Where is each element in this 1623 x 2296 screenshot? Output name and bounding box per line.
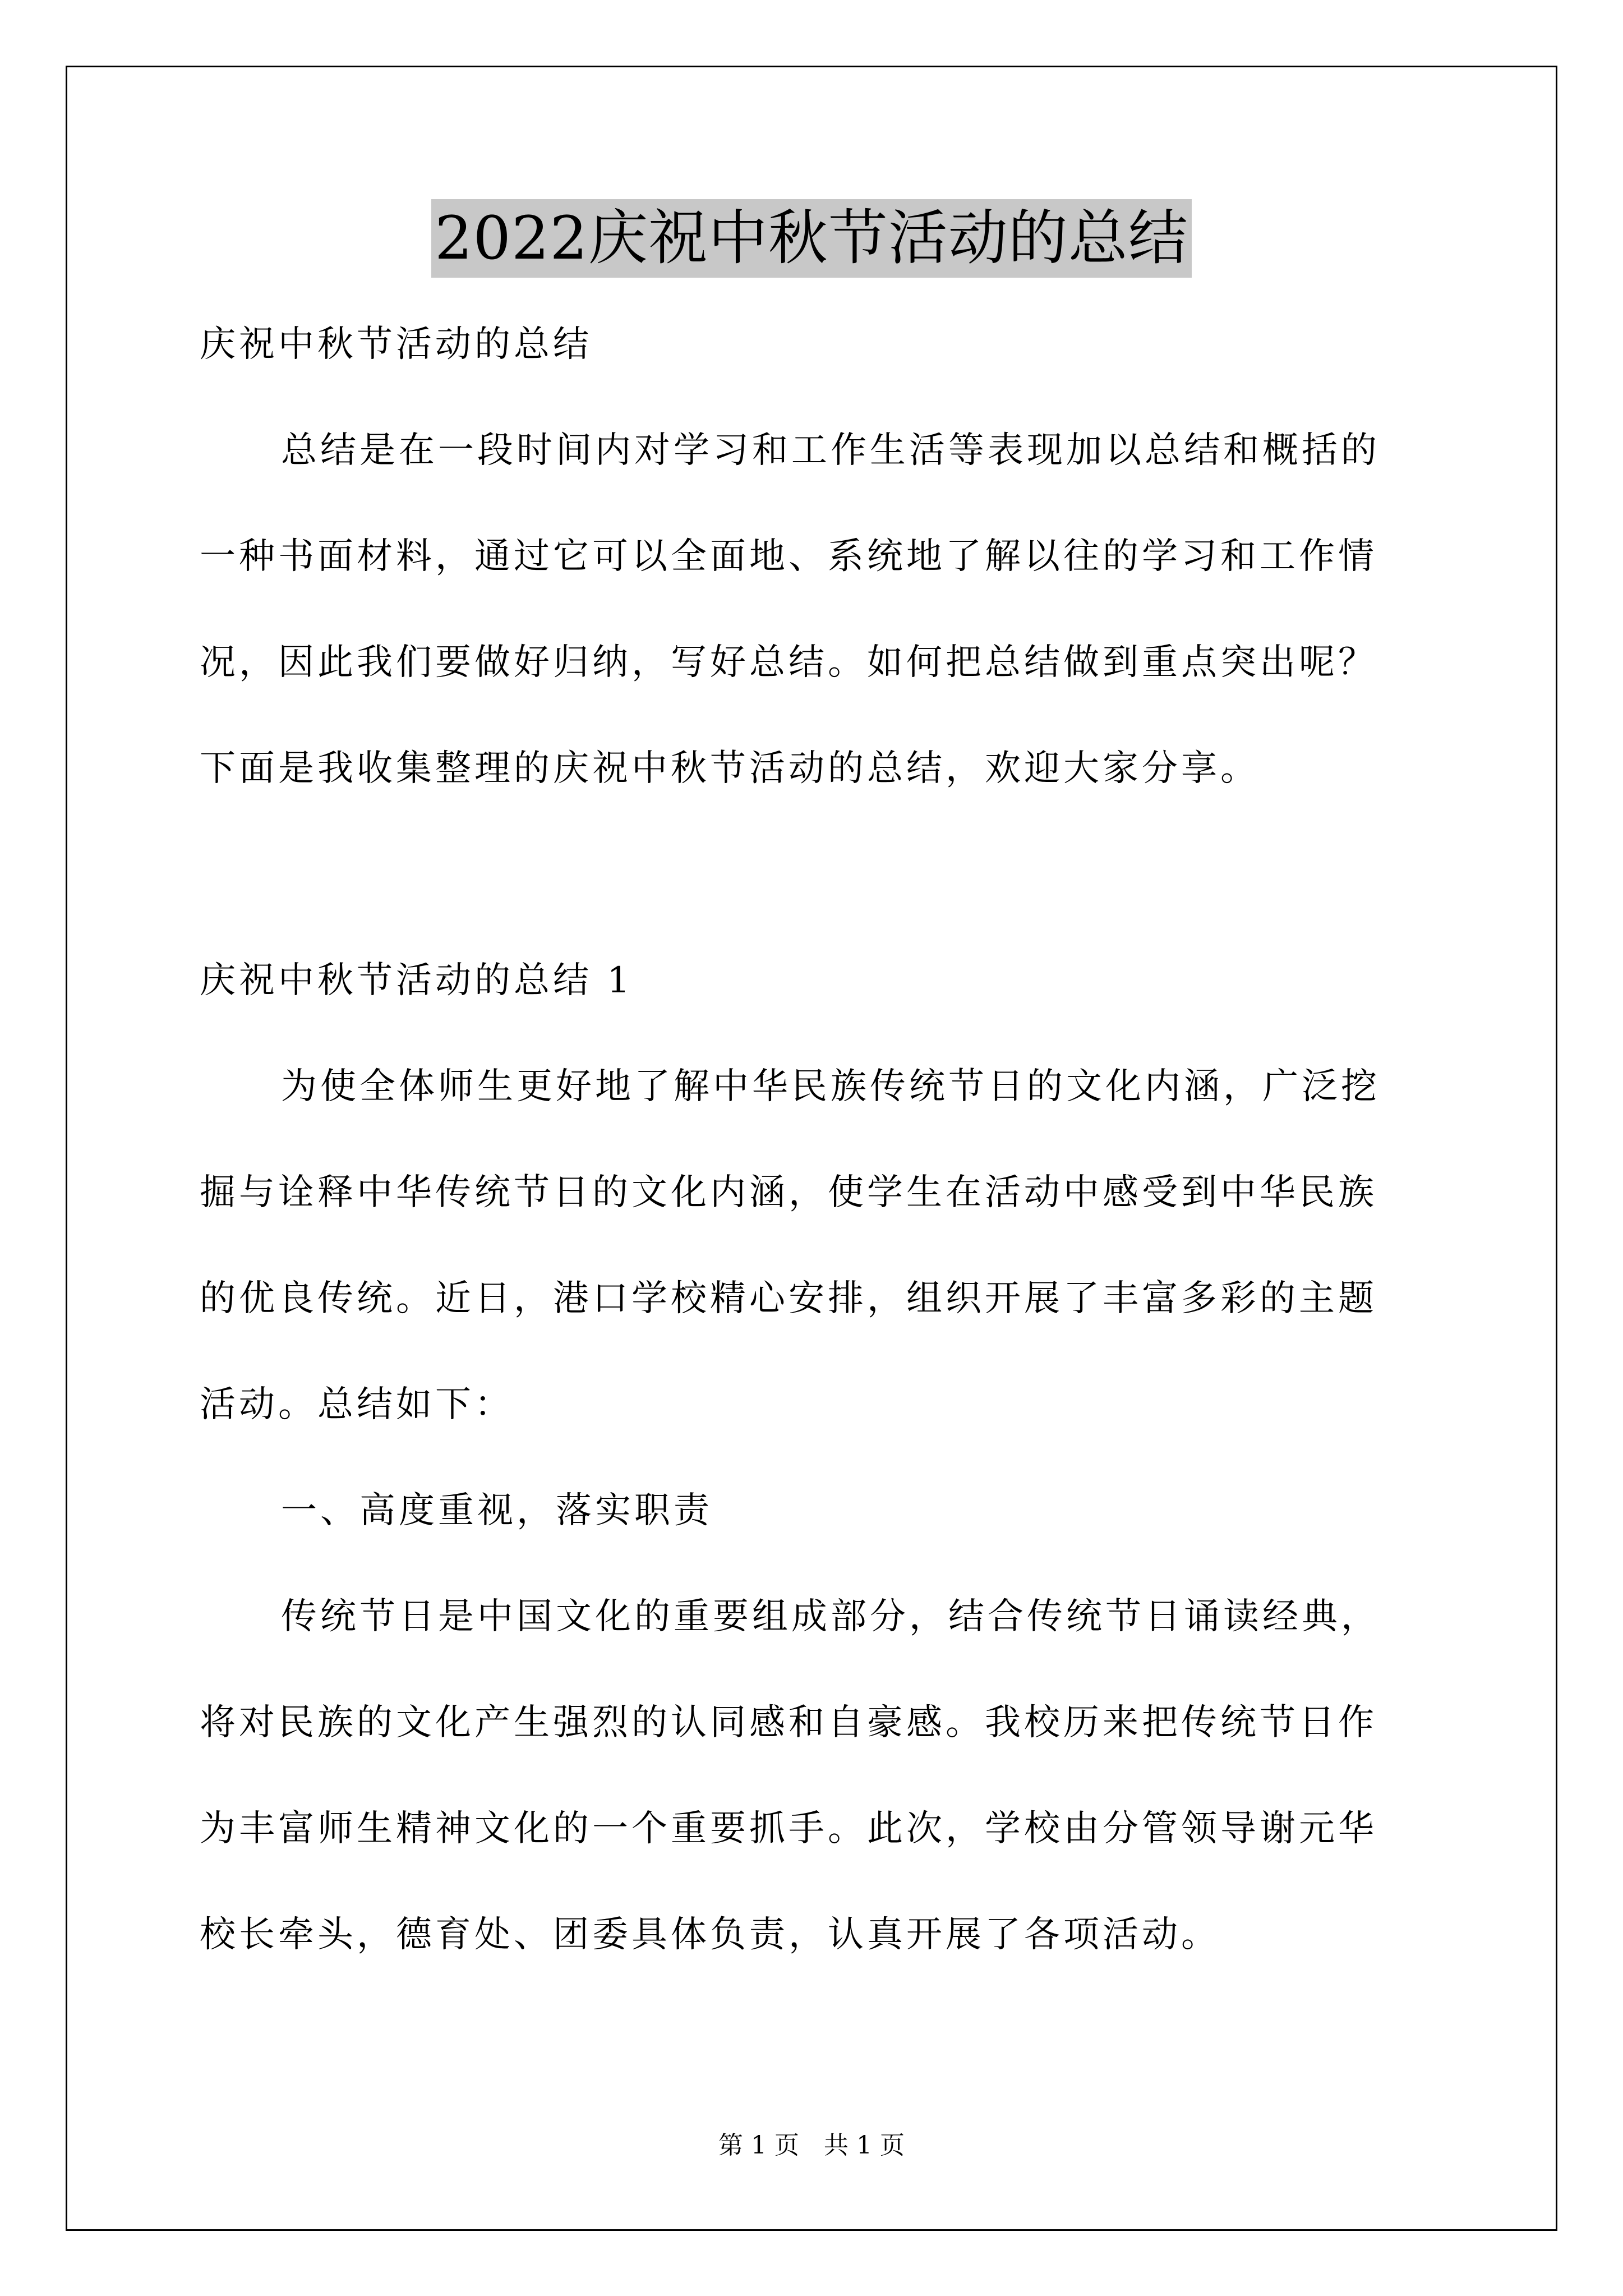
intro-line: 下面是我收集整理的庆祝中秋节活动的总结，欢迎大家分享。 <box>200 748 1260 789</box>
paragraph-line: 传统节日是中国文化的重要组成部分，结合传统节日诵读经典， <box>281 1596 1380 1637</box>
section-heading: 庆祝中秋节活动的总结 1 <box>200 960 634 1001</box>
paragraph-line: 将对民族的文化产生强烈的认同感和自豪感。我校历来把传统节日作 <box>200 1702 1377 1743</box>
paragraph-line: 为使全体师生更好地了解中华民族传统节日的文化内涵，广泛挖 <box>281 1066 1380 1107</box>
paragraph-line: 掘与诠释中华传统节日的文化内涵，使学生在活动中感受到中华民族 <box>200 1172 1377 1213</box>
page-footer: 第 1 页 共 1 页 <box>718 2131 905 2160</box>
paragraph-line: 校长牵头，德育处、团委具体负责，认真开展了各项活动。 <box>200 1914 1220 1955</box>
point-heading: 一、高度重视，落实职责 <box>281 1490 713 1531</box>
document-title: 2022庆祝中秋节活动的总结 <box>431 199 1192 278</box>
paragraph-line: 活动。总结如下： <box>200 1384 514 1425</box>
document-body <box>200 292 1433 1988</box>
intro-line: 一种书面材料，通过它可以全面地、系统地了解以往的学习和工作情 <box>200 536 1377 577</box>
subtitle: 庆祝中秋节活动的总结 <box>200 324 592 365</box>
paragraph-line: 的优良传统。近日，港口学校精心安排，组织开展了丰富多彩的主题 <box>200 1278 1377 1319</box>
intro-line: 况，因此我们要做好归纳，写好总结。如何把总结做到重点突出呢？ <box>200 642 1377 683</box>
title-container <box>0 199 1623 278</box>
intro-line: 总结是在一段时间内对学习和工作生活等表现加以总结和概括的 <box>281 430 1380 471</box>
paragraph-line: 为丰富师生精神文化的一个重要抓手。此次，学校由分管领导谢元华 <box>200 1808 1377 1849</box>
spacer <box>200 822 1433 928</box>
